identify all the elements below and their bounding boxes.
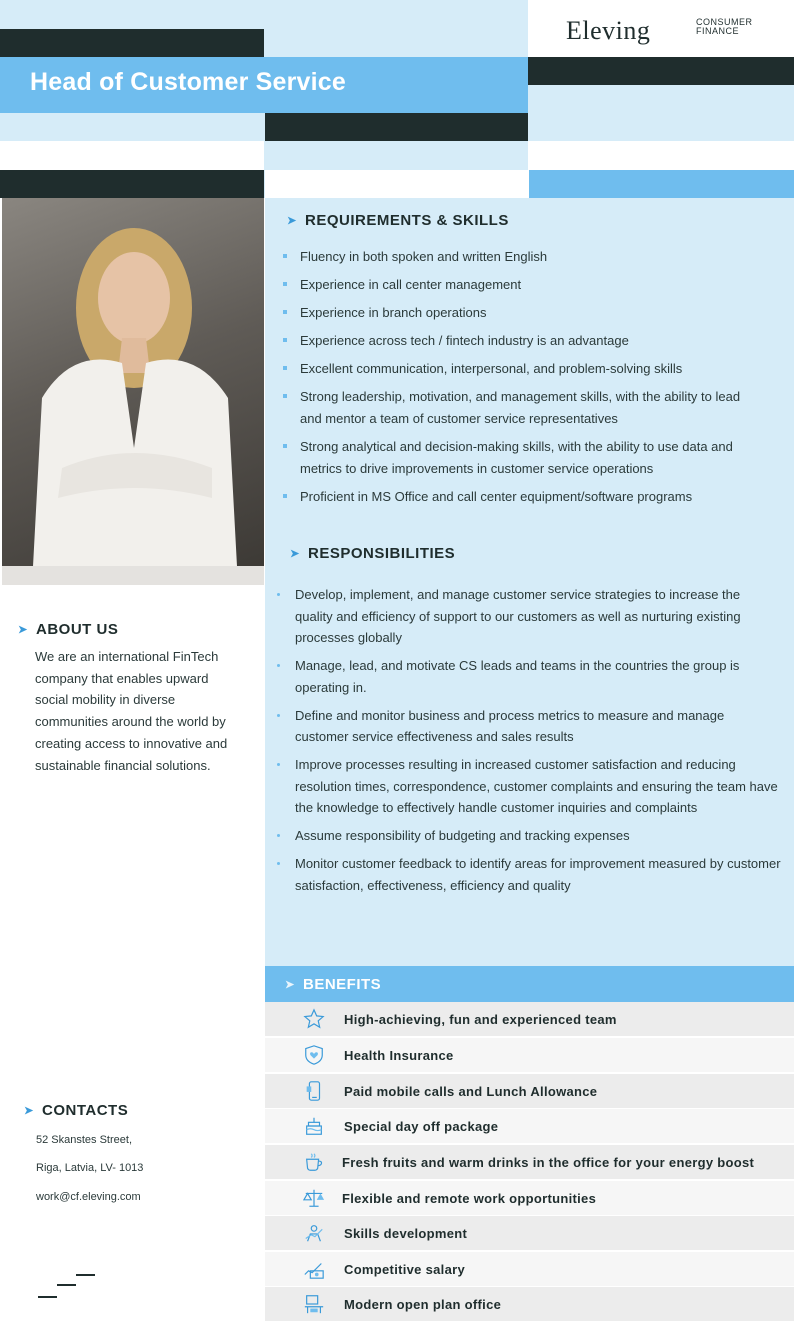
portrait-illustration bbox=[2, 198, 264, 585]
benefit-label: Fresh fruits and warm drinks in the office for your energy boost bbox=[342, 1154, 755, 1170]
chevron-right-icon: ➤ bbox=[285, 979, 295, 991]
header-dark-block bbox=[0, 170, 264, 198]
list-item: Monitor customer feedback to identify areas for improvement measured by customer satisfaction, effectiveness, efficiency and quality bbox=[276, 853, 781, 896]
chevron-right-icon: ➤ bbox=[290, 548, 300, 560]
list-item: Manage, lead, and motivate CS leads and teams in the countries the group is operating in. bbox=[276, 655, 781, 698]
salary-icon bbox=[303, 1258, 325, 1280]
header-light-block bbox=[528, 85, 794, 141]
benefit-row bbox=[265, 1038, 794, 1072]
list-item: Experience in branch operations bbox=[282, 302, 762, 324]
header-white-block bbox=[0, 141, 264, 170]
requirements-list bbox=[282, 246, 762, 514]
chevron-right-icon: ➤ bbox=[18, 624, 28, 636]
list-item: Define and monitor business and process metrics to measure and manage customer service effectiveness and sales results bbox=[276, 705, 781, 748]
decorative-dash bbox=[38, 1296, 57, 1298]
decorative-dash bbox=[76, 1274, 95, 1276]
header-dark-block bbox=[528, 57, 794, 85]
list-item: Proficient in MS Office and call center equipment/software programs bbox=[282, 486, 762, 508]
eleving-logo bbox=[566, 16, 753, 46]
contacts-heading: ➤ CONTACTS bbox=[24, 1102, 129, 1119]
benefit-row bbox=[265, 1252, 794, 1286]
office-desk-icon bbox=[303, 1293, 325, 1315]
logo-wordmark: Eleving bbox=[566, 16, 651, 45]
photo-floor bbox=[2, 566, 264, 585]
responsibilities-list bbox=[276, 584, 781, 903]
benefit-row bbox=[265, 1109, 794, 1143]
header-white-block bbox=[528, 141, 794, 170]
list-item: Assume responsibility of budgeting and tracking expenses bbox=[276, 825, 781, 847]
requirements-heading: ➤ REQUIREMENTS & SKILLS bbox=[287, 212, 509, 229]
benefit-row bbox=[265, 1216, 794, 1250]
benefit-row bbox=[265, 1145, 794, 1179]
employee-photo bbox=[2, 198, 264, 585]
responsibilities-heading: ➤ RESPONSIBILITIES bbox=[290, 545, 456, 562]
benefit-row bbox=[265, 1287, 794, 1321]
star-icon bbox=[303, 1008, 325, 1030]
header-blue-block bbox=[529, 170, 794, 198]
contact-city: Riga, Latvia, LV- 1013 bbox=[36, 1162, 144, 1174]
benefit-label: Special day off package bbox=[344, 1118, 499, 1134]
header-dark-block bbox=[265, 113, 528, 141]
list-item: Improve processes resulting in increased customer satisfaction and reducing resolution times, correspondence, customer complaints and ensuring the team have the knowledge to effectively handle customer inquiries and complaints bbox=[276, 754, 781, 819]
header-white-block bbox=[265, 170, 528, 198]
list-item: Strong leadership, motivation, and management skills, with the ability to lead and mentor a team of customer service representatives bbox=[282, 386, 762, 430]
benefit-label: Flexible and remote work opportunities bbox=[342, 1190, 597, 1206]
logo-subtitle: CONSUMER FINANCE bbox=[696, 17, 753, 36]
heart-shield-icon bbox=[303, 1044, 325, 1066]
balance-scale-icon bbox=[303, 1187, 325, 1209]
mobile-phone-icon bbox=[303, 1080, 325, 1102]
coffee-cup-icon bbox=[303, 1151, 325, 1173]
list-item: Experience across tech / fintech industry is an advantage bbox=[282, 330, 762, 352]
benefit-label: Modern open plan office bbox=[344, 1296, 502, 1312]
benefits-heading: ➤ BENEFITS bbox=[285, 976, 382, 993]
benefit-label: Health Insurance bbox=[344, 1047, 454, 1063]
about-text: We are an international FinTech company that enables upward social mobility in diverse communities around the world by creating access to innovative and sustainable financial solutions. bbox=[35, 649, 228, 773]
list-item: Fluency in both spoken and written English bbox=[282, 246, 762, 268]
list-item: Excellent communication, interpersonal, and problem-solving skills bbox=[282, 358, 762, 380]
contact-street: 52 Skanstes Street, bbox=[36, 1134, 132, 1146]
list-item: Experience in call center management bbox=[282, 274, 762, 296]
list-item: Strong analytical and decision-making skills, with the ability to use data and metrics to drive improvements in customer service operations bbox=[282, 436, 762, 480]
contact-email[interactable]: work@cf.eleving.com bbox=[36, 1191, 141, 1203]
list-item: Develop, implement, and manage customer service strategies to increase the quality and efficiency of support to our customers as well as nurturing existing processes globally bbox=[276, 584, 781, 649]
benefit-row bbox=[265, 1002, 794, 1036]
benefit-label: Skills development bbox=[344, 1225, 468, 1241]
about-heading: ➤ ABOUT US bbox=[18, 621, 119, 638]
benefit-label: Paid mobile calls and Lunch Allowance bbox=[344, 1083, 598, 1099]
decorative-dash bbox=[57, 1284, 76, 1286]
growth-person-icon bbox=[303, 1222, 325, 1244]
header-dark-block bbox=[0, 29, 264, 57]
benefit-row bbox=[265, 1074, 794, 1108]
benefit-label: High-achieving, fun and experienced team bbox=[344, 1011, 617, 1027]
job-title: Head of Customer Service bbox=[30, 68, 347, 96]
chevron-right-icon: ➤ bbox=[287, 215, 297, 227]
chevron-right-icon: ➤ bbox=[24, 1105, 34, 1117]
cake-icon bbox=[303, 1115, 325, 1137]
benefit-row bbox=[265, 1181, 794, 1215]
benefit-label: Competitive salary bbox=[344, 1261, 466, 1277]
